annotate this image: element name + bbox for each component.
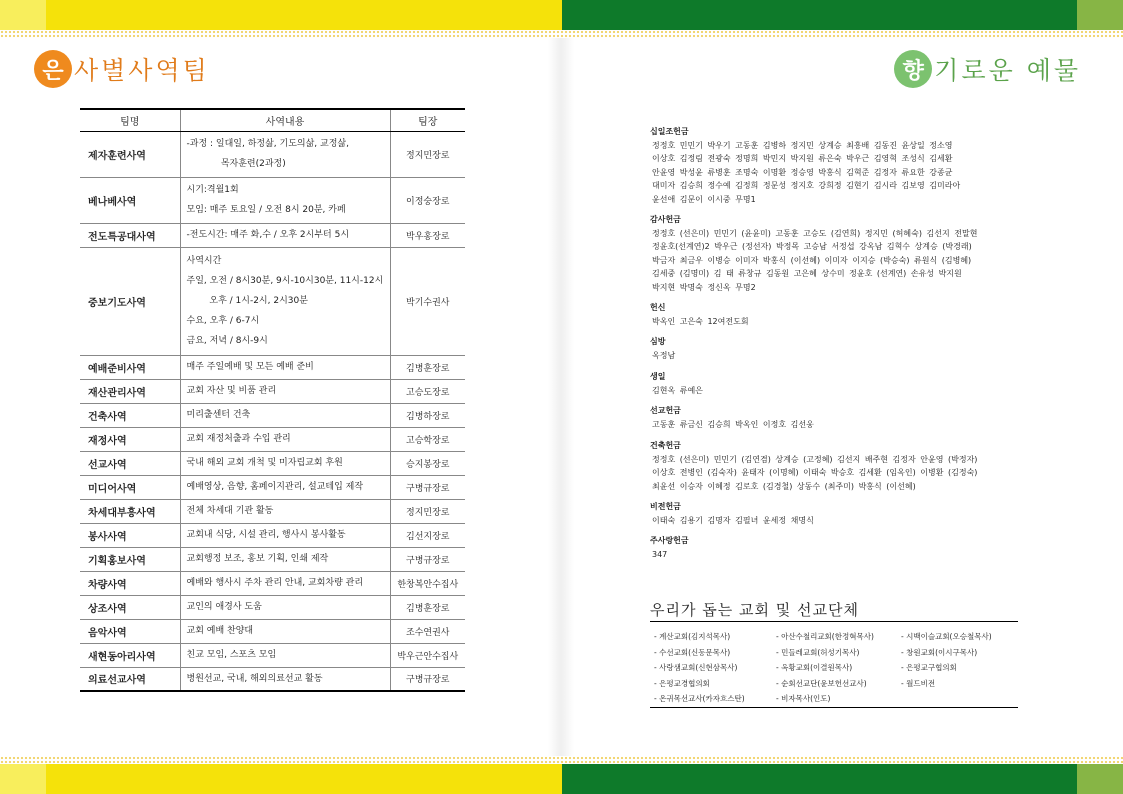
- offering-names: [650, 349, 1030, 362]
- title-circle-badge: 은: [34, 50, 72, 88]
- left-page-title: [34, 50, 210, 88]
- mission-item: - 창원교회(이시구목사): [901, 647, 978, 657]
- table-row: [80, 403, 465, 427]
- team-name: 봉사사역: [80, 523, 180, 547]
- left-title-text: 사별사역팀: [74, 56, 210, 85]
- header-team-name: 팀명: [80, 109, 180, 131]
- mission-item: - 순회선교단(윤보헌선교사): [776, 678, 867, 688]
- mission-item: - 은평교경협의회: [654, 678, 710, 688]
- content-line: 교회행정 보조, 홍보 기획, 인쇄 제작: [186, 554, 329, 564]
- table-row: [80, 247, 465, 355]
- offering-group-title: 생일: [650, 371, 666, 381]
- offering-names: [650, 514, 1030, 527]
- team-name: 상조사역: [80, 595, 180, 619]
- mission-item: - 계산교회(김지석목사): [654, 632, 731, 641]
- offering-names: [650, 418, 1030, 431]
- table-row: [80, 523, 465, 547]
- page-gutter: [548, 38, 574, 756]
- offering-group-title: 건축헌금: [650, 440, 681, 450]
- offering-name-line: 박지현 박명숙 정신옥 무명2: [652, 282, 756, 292]
- right-page-title: [894, 50, 1081, 88]
- team-name: 중보기도사역: [80, 247, 180, 355]
- content-line: 교회내 식당, 시설 관리, 행사시 봉사활동: [186, 530, 346, 540]
- team-name: 선교사역: [80, 451, 180, 475]
- offering-name-line: 김현옥 류예은: [652, 385, 703, 395]
- table-row: [80, 619, 465, 643]
- content-line: 목자훈련(2과정): [186, 159, 286, 169]
- offering-group: [650, 371, 1030, 397]
- ministry-content: [180, 523, 390, 547]
- bottom-right-color-bar: [562, 764, 1123, 794]
- offering-name-line: 이상호 김정림 전광숙 정명희 박민지 박지원 류은숙 박우근 김영혁 조성식 김세환: [652, 154, 953, 164]
- table-row: [80, 643, 465, 667]
- ministry-content: [180, 403, 390, 427]
- offering-name-line: 김세중 (김명미) 김 태 류창규 김동원 고은혜 상수미 정윤호 (선계연) 손유성 박지원: [652, 269, 962, 279]
- offering-name-line: 고동훈 류금신 김승희 박옥인 이정호 김선웅: [652, 420, 814, 430]
- mission-item: - 은평교구협의회: [901, 663, 957, 672]
- content-line: 사역시간: [186, 256, 222, 266]
- content-line: 수요, 오후 / 6-7시: [186, 316, 260, 326]
- mission-item: - 수선교회(신동문목사): [654, 647, 731, 657]
- team-leader: 김병하장로: [390, 403, 465, 427]
- bottom-dot-border: [0, 756, 1123, 764]
- offering-group-title: 심방: [650, 337, 666, 347]
- table-row: [80, 379, 465, 403]
- team-name: 전도특공대사역: [80, 223, 180, 247]
- offering-name-line: 이상호 전병인 (김숙자) 윤태자 (이명혜) 이태숙 박승호 김세환 (임옥인) 이병환 (김정숙): [652, 468, 978, 478]
- top-dot-border: [0, 30, 1123, 38]
- ministry-content: [180, 619, 390, 643]
- content-line: 예배영상, 음향, 홈페이지관리, 설교테입 제작: [186, 482, 364, 492]
- ministry-content: [180, 247, 390, 355]
- right-title-text: 기로운 예물: [934, 56, 1081, 85]
- offering-name-line: 안윤영 박성윤 류병훈 조명숙 이명환 정승영 박홍식 김혁준 김정자 류요한 강종균: [652, 167, 953, 177]
- top-right-color-bar: [562, 0, 1123, 30]
- top-left-color-bar: [0, 0, 562, 30]
- team-leader: 김병훈장로: [390, 355, 465, 379]
- ministry-content: [180, 427, 390, 451]
- team-name: 의료선교사역: [80, 667, 180, 691]
- team-name: 차량사역: [80, 571, 180, 595]
- offering-group-title: 선교헌금: [650, 406, 681, 416]
- ministry-content: [180, 177, 390, 223]
- offering-names: [650, 227, 1030, 294]
- offering-name-line: 옥정남: [652, 351, 676, 361]
- mission-item: - 온귀목선교사(카자흐스탄): [654, 694, 745, 703]
- team-name: 건축사역: [80, 403, 180, 427]
- team-leader: 김병훈장로: [390, 595, 465, 619]
- mission-item: - 시백이슬교회(오승철목사): [901, 632, 992, 641]
- content-line: 모임: 매주 토요일 / 오전 8시 20분, 카페: [186, 205, 346, 215]
- ministry-content: [180, 595, 390, 619]
- team-leader: 김선지장로: [390, 523, 465, 547]
- team-leader: 이정숭장로: [390, 177, 465, 223]
- header-ministry-content: 사역내용: [180, 109, 390, 131]
- offering-group-title: 감사헌금: [650, 215, 681, 225]
- team-leader: 박우홍장로: [390, 223, 465, 247]
- bottom-left-color-bar: [0, 764, 562, 794]
- offering-name-line: 정정호 민민기 박우기 고동훈 김병하 정지민 상계승 최흥배 김동진 윤상일 정소영: [652, 141, 953, 150]
- content-line: 오후 / 1시-2시, 2시30분: [186, 296, 308, 306]
- team-name: 차세대부흥사역: [80, 499, 180, 523]
- table-row: [80, 475, 465, 499]
- content-line: 교회 자산 및 비품 관리: [186, 386, 277, 396]
- team-leader: 구병규장로: [390, 667, 465, 691]
- offering-group: [650, 501, 1030, 527]
- table-row: [80, 131, 465, 177]
- content-line: 주일, 오전 / 8시30분, 9시-10시30분, 11시-12시: [186, 276, 384, 286]
- content-line: 친교 모임, 스포츠 모임: [186, 650, 277, 660]
- offering-name-line: 347: [652, 550, 668, 560]
- offering-group: [650, 535, 1030, 561]
- team-name: 베나베사역: [80, 177, 180, 223]
- offering-name-line: 정정호 (선은미) 민민기 (윤윤미) 고동훈 고승도 (김연희) 정지민 (허혜숙) 김선지 전말현: [652, 229, 978, 239]
- team-name: 재정사역: [80, 427, 180, 451]
- ministry-content: [180, 547, 390, 571]
- mission-item: - 아산수철리교회(한정혁목사): [776, 632, 874, 641]
- content-line: 시기:격월1회: [186, 185, 239, 195]
- ministry-content: [180, 379, 390, 403]
- content-line: 예배와 행사시 주차 관리 안내, 교회차량 관리: [186, 578, 364, 588]
- table-row: [80, 177, 465, 223]
- mission-item: - 월드비전: [901, 678, 936, 688]
- title-circle-badge: 향: [894, 50, 932, 88]
- offering-group-title: 십일조헌금: [650, 127, 689, 136]
- mission-section-title: 우리가 돕는 교회 및 선교단체: [650, 601, 859, 619]
- offering-group: [650, 302, 1030, 328]
- team-name: 새현동아리사역: [80, 643, 180, 667]
- team-leader: 한창복안수집사: [390, 571, 465, 595]
- offering-name-line: 이태숙 김용기 김명자 김필녀 윤세정 채명식: [652, 515, 814, 525]
- offering-group-title: 헌신: [650, 303, 666, 313]
- ministry-content: [180, 355, 390, 379]
- offering-group-title: 주사랑헌금: [650, 536, 689, 546]
- team-name: 음악사역: [80, 619, 180, 643]
- table-row: [80, 595, 465, 619]
- team-leader: 정지민장로: [390, 131, 465, 177]
- offering-names: [650, 139, 1030, 206]
- offering-name-line: 박금자 최금우 이병승 이미자 박홍식 (이선혜) 이미자 이지승 (박승숙) 류원식 (김병혜): [652, 255, 972, 265]
- content-line: -과정 : 일대일, 하정삶, 기도의삶, 교정삶,: [186, 139, 349, 149]
- content-line: 교인의 애경사 도움: [186, 602, 262, 612]
- team-leader: 고승도장로: [390, 379, 465, 403]
- ministry-content: [180, 451, 390, 475]
- mission-top-rule: [650, 621, 1018, 622]
- ministry-content: [180, 571, 390, 595]
- offering-name-line: 윤선애 김문이 이시중 무명1: [652, 194, 756, 204]
- offering-group-title: 비전헌금: [650, 501, 681, 511]
- ministry-content: [180, 131, 390, 177]
- team-leader: 박우근안수집사: [390, 643, 465, 667]
- team-leader: 고승학장로: [390, 427, 465, 451]
- content-line: -전도시간: 매주 화,수 / 오후 2시부터 5시: [186, 230, 350, 240]
- content-line: 교회 재정처출과 수입 관리: [186, 434, 291, 444]
- content-line: 미리출센터 건축: [186, 410, 251, 420]
- team-name: 미디어사역: [80, 475, 180, 499]
- table-row: [80, 667, 465, 691]
- content-line: 병원선교, 국내, 해외의료선교 활동: [186, 673, 323, 684]
- offering-group: [650, 214, 1030, 294]
- mission-item: - 민들레교회(허성기목사): [776, 647, 860, 657]
- team-name: 예배준비사역: [80, 355, 180, 379]
- table-row: [80, 355, 465, 379]
- content-line: 매주 주일예배 및 모든 예배 준비: [186, 362, 314, 372]
- mission-item: - 사랑샘교회(신현삼목사): [654, 663, 738, 672]
- team-leader: 조수연권사: [390, 619, 465, 643]
- team-leader: 구병규장로: [390, 475, 465, 499]
- table-row: [80, 571, 465, 595]
- offering-name-line: 대미자 김승희 정수예 김정희 정문성 정지호 강희정 김현기 김시라 김보영 김미라아: [652, 181, 961, 191]
- team-name: 재산관리사역: [80, 379, 180, 403]
- ministry-content: [180, 643, 390, 667]
- offering-name-line: 정윤호(선계연)2 박우근 (정선자) 박정목 고승남 서정섭 강옥남 김혁수 상계승 (박경래): [652, 242, 972, 252]
- team-name: 기획홍보사역: [80, 547, 180, 571]
- offering-name-line: 정정호 (선은미) 민민기 (김연겸) 상계승 (고정혜) 김선지 배주현 김정자 안윤영 (박정자): [652, 454, 978, 464]
- mission-bottom-rule: [650, 707, 1018, 708]
- table-row: [80, 499, 465, 523]
- mission-item: - 비자목사(인도): [776, 694, 831, 703]
- content-line: 금요, 저녁 / 8시-9시: [186, 336, 268, 346]
- offering-name-line: 박옥인 고은숙 12여전도회: [652, 317, 749, 327]
- ministry-content: [180, 667, 390, 691]
- team-name: 제자훈련사역: [80, 131, 180, 177]
- offering-names: [650, 548, 1030, 561]
- offering-group: [650, 405, 1030, 431]
- mission-church-list: [654, 629, 1022, 707]
- team-leader: 승지봉장로: [390, 451, 465, 475]
- ministry-content: [180, 223, 390, 247]
- header-leader: 팀장: [390, 109, 465, 131]
- team-leader: 박기수권사: [390, 247, 465, 355]
- table-row: [80, 451, 465, 475]
- table-row: [80, 547, 465, 571]
- table-row: [80, 427, 465, 451]
- content-line: 전체 차세대 기관 활동: [186, 506, 274, 516]
- content-line: 교회 예배 찬양대: [186, 626, 254, 636]
- ministry-content: [180, 499, 390, 523]
- offering-name-line: 최윤선 이승자 이혜정 김로호 (김경철) 상동수 (최주미) 박홍식 (이선혜): [652, 481, 916, 491]
- team-leader: 구병규장로: [390, 547, 465, 571]
- offering-names: [650, 315, 1030, 328]
- offering-group: [650, 336, 1030, 362]
- offering-group: [650, 440, 1030, 493]
- team-leader: 정지민장로: [390, 499, 465, 523]
- ministry-content: [180, 475, 390, 499]
- mission-item: - 옥황교회(이결원목사): [776, 663, 853, 672]
- content-line: 국내 해외 교회 개척 및 미자립교회 후원: [186, 458, 343, 468]
- offering-names: [650, 384, 1030, 397]
- offering-names: [650, 453, 1030, 493]
- offering-group: [650, 126, 1030, 206]
- offering-list: [650, 126, 1030, 570]
- table-header-row: [80, 109, 465, 131]
- table-row: [80, 223, 465, 247]
- ministry-team-table: [80, 108, 465, 692]
